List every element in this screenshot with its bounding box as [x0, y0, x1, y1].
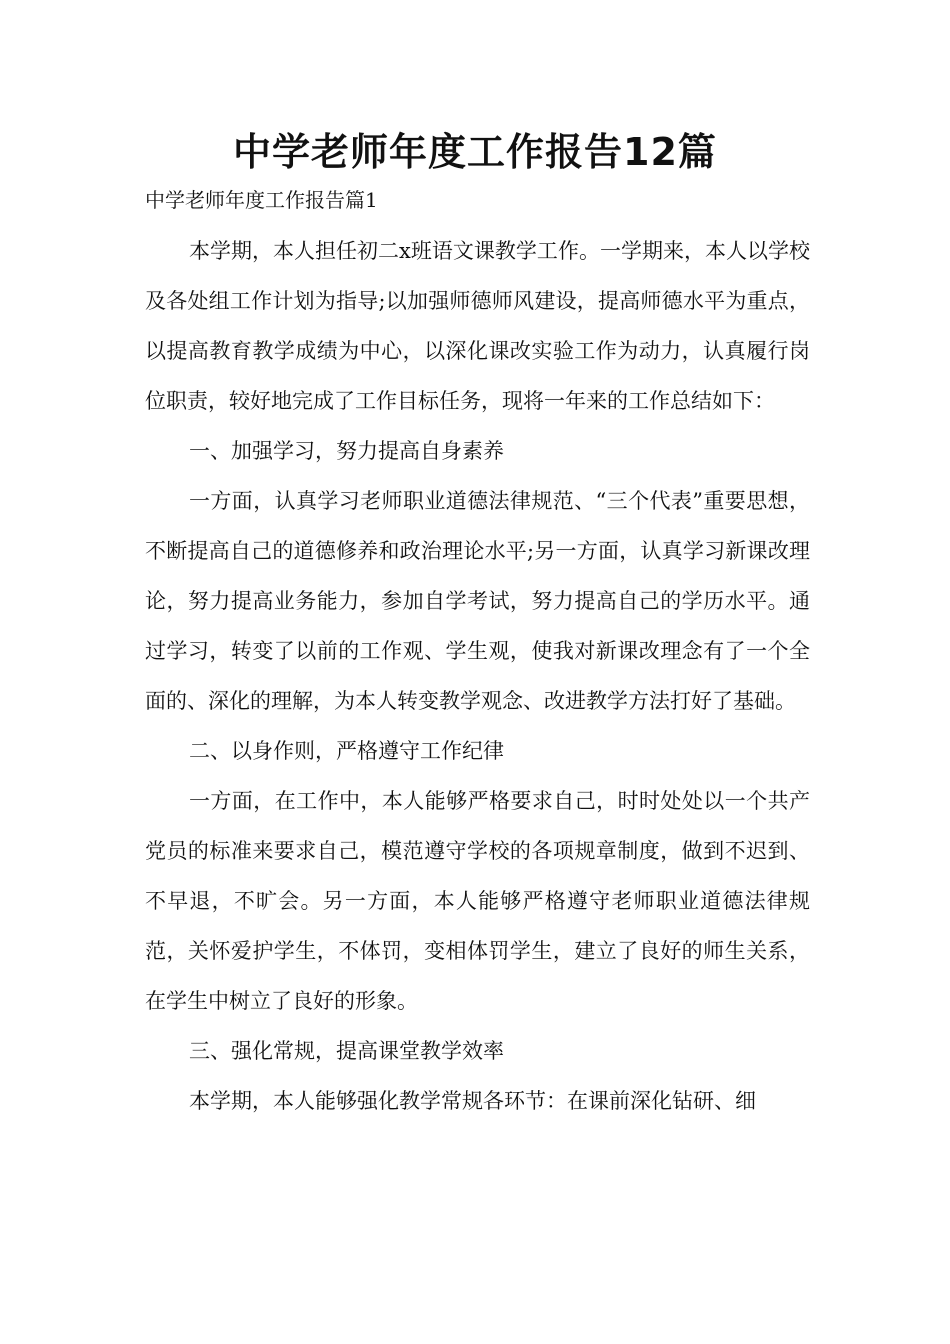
section-subtitle: 中学老师年度工作报告篇1	[145, 188, 378, 212]
paragraph-discipline: 一方面，在工作中，本人能够严格要求自己，时时处处以一个共产党员的标准来要求自己，模范遵守学校的各项规章制度，做到不迟到、不早退，不旷会。另一方面，本人能够严格遵守老师职业道德法律规范，关怀爱护学生，不体罚，变相体罚学生，建立了良好的师生关系，在学生中树立了良好的形象。	[145, 789, 810, 1013]
paragraph-study: 一方面，认真学习老师职业道德法律规范、“三个代表”重要思想，不断提高自己的道德修养和政治理论水平;另一方面，认真学习新课改理论，努力提高业务能力，参加自学考试，努力提高自己的学历水平。通过学习，转变了以前的工作观、学生观，使我对新课改理念有了一个全面的、深化的理解，为本人转变教学观念、改进教学方法打好了基础。	[145, 489, 810, 713]
section-heading-3: 三、强化常规，提高课堂教学效率	[189, 1039, 504, 1063]
document-title: 中学老师年度工作报告12篇	[233, 130, 717, 174]
document-body	[145, 226, 810, 1126]
section-heading-2: 二、以身作则，严格遵守工作纪律	[189, 739, 504, 763]
paragraph-intro: 本学期，本人担任初二x班语文课教学工作。一学期来，本人以学校及各处组工作计划为指导;以加强师德师风建设，提高师德水平为重点，以提高教育教学成绩为中心，以深化课改实验工作为动力，认真履行岗位职责，较好地完成了工作目标任务，现将一年来的工作总结如下：	[145, 239, 810, 413]
section-heading-1: 一、加强学习，努力提高自身素养	[189, 439, 504, 463]
paragraph-routine: 本学期，本人能够强化教学常规各环节：在课前深化钻研、细	[189, 1089, 756, 1113]
